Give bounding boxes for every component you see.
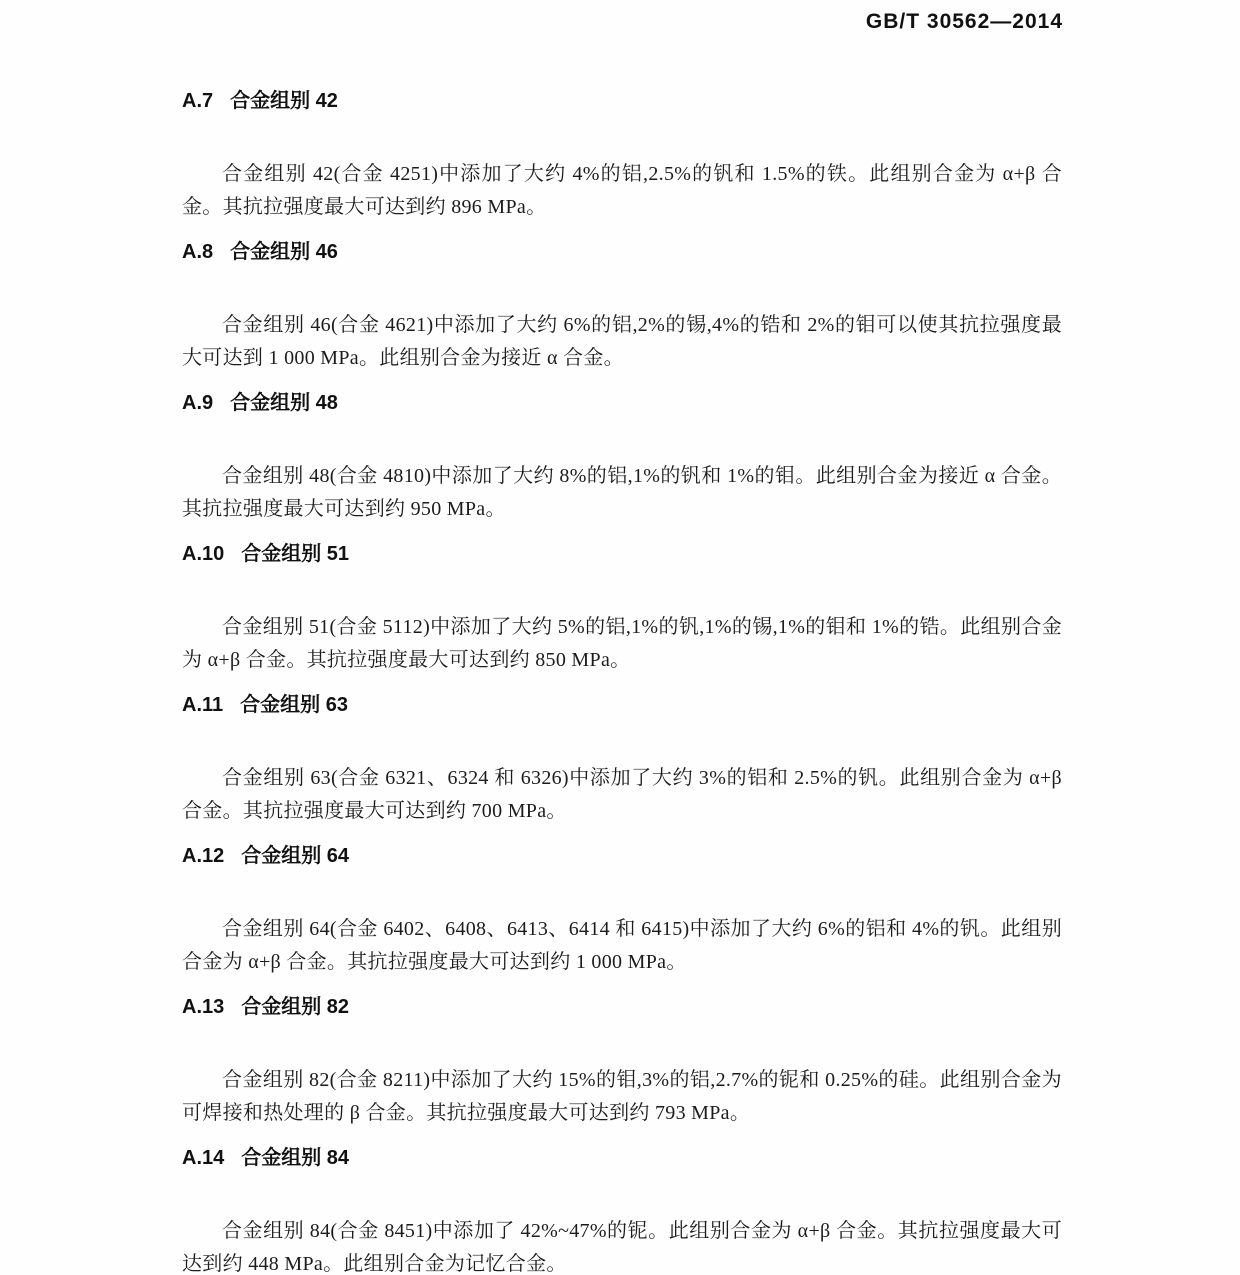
standard-code: GB/T 30562—2014 [865, 10, 1063, 33]
section-a14 [182, 1145, 1062, 1275]
section-number: A.12 [182, 845, 225, 867]
section-a13 [182, 994, 1062, 1130]
section-paragraph: 合金组别 48(合金 4810)中添加了大约 8%的铝,1%的钒和 1%的钼。此组别合金为接近 α 合金。其抗拉强度最大可达到约 950 MPa。 [182, 465, 1062, 520]
section-paragraph: 合金组别 84(合金 8451)中添加了 42%~47%的铌。此组别合金为 α+β 合金。其抗拉强度最大可达到约 448 MPa。此组别合金为记忆合金。 [182, 1220, 1062, 1275]
section-number: A.13 [182, 996, 225, 1018]
section-paragraph: 合金组别 64(合金 6402、6408、6413、6414 和 6415)中添加了大约 6%的铝和 4%的钒。此组别合金为 α+β 合金。其抗拉强度最大可达到约 1 000 MPa。 [182, 918, 1062, 973]
section-title: 合金组别 84 [241, 1147, 350, 1169]
section-heading [182, 994, 1062, 1020]
document-body [182, 88, 1062, 1275]
section-number: A.14 [182, 1147, 225, 1169]
section-number: A.10 [182, 543, 225, 565]
section-title: 合金组别 48 [230, 392, 338, 414]
section-paragraph: 合金组别 46(合金 4621)中添加了大约 6%的铝,2%的锡,4%的锆和 2%的钼可以使其抗拉强度最大可达到 1 000 MPa。此组别合金为接近 α 合金。 [182, 314, 1062, 369]
section-heading [182, 692, 1062, 718]
section-title: 合金组别 51 [241, 543, 350, 565]
section-title: 合金组别 42 [230, 90, 338, 112]
section-a7 [182, 88, 1062, 224]
section-a10 [182, 541, 1062, 677]
section-title: 合金组别 82 [241, 996, 350, 1018]
section-heading [182, 239, 1062, 265]
section-paragraph: 合金组别 63(合金 6321、6324 和 6326)中添加了大约 3%的铝和 2.5%的钒。此组别合金为 α+β 合金。其抗拉强度最大可达到约 700 MPa。 [182, 767, 1062, 822]
section-title: 合金组别 64 [241, 845, 350, 867]
section-title: 合金组别 63 [240, 694, 348, 716]
section-heading [182, 541, 1062, 567]
section-paragraph: 合金组别 51(合金 5112)中添加了大约 5%的铝,1%的钒,1%的锡,1%的钼和 1%的锆。此组别合金为 α+β 合金。其抗拉强度最大可达到约 850 MPa。 [182, 616, 1062, 671]
section-heading [182, 1145, 1062, 1171]
section-a8 [182, 239, 1062, 375]
section-number: A.7 [182, 90, 214, 112]
section-heading [182, 88, 1062, 114]
section-number: A.9 [182, 392, 214, 414]
section-number: A.8 [182, 241, 214, 263]
section-a11 [182, 692, 1062, 828]
section-number: A.11 [182, 694, 224, 716]
section-paragraph: 合金组别 42(合金 4251)中添加了大约 4%的铝,2.5%的钒和 1.5%的铁。此组别合金为 α+β 合金。其抗拉强度最大可达到约 896 MPa。 [182, 163, 1062, 218]
section-a9 [182, 390, 1062, 526]
section-heading [182, 843, 1062, 869]
section-a12 [182, 843, 1062, 979]
section-title: 合金组别 46 [230, 241, 338, 263]
section-heading [182, 390, 1062, 416]
section-paragraph: 合金组别 82(合金 8211)中添加了大约 15%的钼,3%的铝,2.7%的铌和 0.25%的硅。此组别合金为可焊接和热处理的 β 合金。其抗拉强度最大可达到约 793 MPa。 [182, 1069, 1062, 1124]
